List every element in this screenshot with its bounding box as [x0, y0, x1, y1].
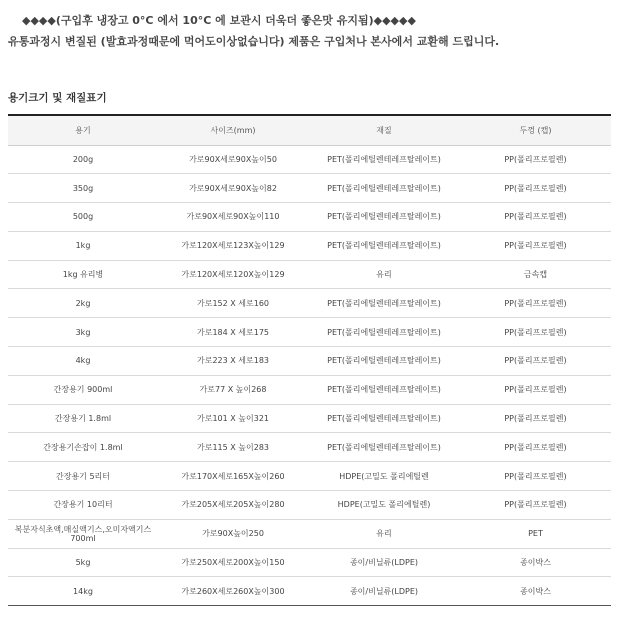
header-material: 재질 — [308, 115, 460, 145]
header-size: 사이즈(mm) — [158, 115, 308, 145]
table-row — [8, 289, 611, 318]
cell-container: 간장용기 1.8ml — [8, 404, 158, 433]
cell-container: 복분자식초액,매실액기스,오미자액기스 700ml — [8, 519, 158, 548]
cell-material: PET(폴리에틸렌테레프탈레이트) — [308, 145, 460, 174]
cell-container: 간장용기손잡이 1.8ml — [8, 433, 158, 462]
table-row — [8, 260, 611, 289]
cell-size: 가로90X세로90X높이82 — [158, 174, 308, 203]
cell-container: 간장용기 5리터 — [8, 462, 158, 491]
cell-size: 가로101 X 높이321 — [158, 404, 308, 433]
notice-block — [8, 10, 613, 52]
cell-size: 가로120X세로123X높이129 — [158, 231, 308, 260]
cell-material: PET(폴리에틸렌테레프탈레이트) — [308, 375, 460, 404]
cell-size: 가로77 X 높이268 — [158, 375, 308, 404]
cell-cap: PP(폴리프로필렌) — [460, 433, 611, 462]
cell-cap: PP(폴리프로필렌) — [460, 174, 611, 203]
cell-material: HDPE(고밀도 폴리에틸렌 — [308, 462, 460, 491]
cell-size: 가로152 X 세로160 — [158, 289, 308, 318]
cell-cap: PP(폴리프로필렌) — [460, 347, 611, 376]
cell-material: 종이/비닐류(LDPE) — [308, 577, 460, 606]
cell-size: 가로223 X 세로183 — [158, 347, 308, 376]
cell-container: 3kg — [8, 318, 158, 347]
cell-container: 간장용기 900ml — [8, 375, 158, 404]
cell-material: HDPE(고밀도 폴리에틸렌) — [308, 491, 460, 520]
cell-container: 간장용기 10리터 — [8, 491, 158, 520]
table-body — [8, 145, 611, 606]
table-row — [8, 519, 611, 548]
cell-size: 가로184 X 세로175 — [158, 318, 308, 347]
cell-cap: PP(폴리프로필렌) — [460, 404, 611, 433]
cell-cap: PP(폴리프로필렌) — [460, 203, 611, 232]
table-header-row — [8, 115, 611, 145]
cell-size: 가로260X세로260X높이300 — [158, 577, 308, 606]
cell-cap: PP(폴리프로필렌) — [460, 289, 611, 318]
header-container: 용기 — [8, 115, 158, 145]
cell-size: 가로120X세로120X높이129 — [158, 260, 308, 289]
table-row — [8, 577, 611, 606]
cell-cap: 금속캡 — [460, 260, 611, 289]
cell-cap: 종이박스 — [460, 577, 611, 606]
cell-size: 가로90X높이250 — [158, 519, 308, 548]
exchange-notice: 유통과정시 변질된 (발효과정때문에 먹어도이상없습니다) 제품은 구입처나 본사에서 교환해 드립니다. — [8, 35, 500, 48]
cell-cap: PP(폴리프로필렌) — [460, 231, 611, 260]
storage-notice: ◆◆◆◆(구입후 냉장고 0°C 에서 10°C 에 보관시 더욱더 좋은맛 유지됨)◆◆◆◆◆ — [22, 14, 416, 27]
table-row — [8, 347, 611, 376]
cell-material: PET(폴리에틸렌테레프탈레이트) — [308, 203, 460, 232]
table-row — [8, 491, 611, 520]
cell-container: 500g — [8, 203, 158, 232]
table-row — [8, 145, 611, 174]
cell-material: PET(폴리에틸렌테레프탈레이트) — [308, 174, 460, 203]
table-row — [8, 203, 611, 232]
table-row — [8, 433, 611, 462]
cell-container: 1kg 유리병 — [8, 260, 158, 289]
cell-cap: PET — [460, 519, 611, 548]
section-title: 용기크기 및 재질표기 — [8, 92, 107, 104]
cell-size: 가로115 X 높이283 — [158, 433, 308, 462]
cell-material: 유리 — [308, 519, 460, 548]
cell-material: PET(폴리에틸렌테레프탈레이트) — [308, 231, 460, 260]
cell-container: 1kg — [8, 231, 158, 260]
cell-container: 350g — [8, 174, 158, 203]
cell-container: 4kg — [8, 347, 158, 376]
table-row — [8, 318, 611, 347]
header-cap: 두껑 (캡) — [460, 115, 611, 145]
cell-cap: PP(폴리프로필렌) — [460, 491, 611, 520]
cell-material: 유리 — [308, 260, 460, 289]
table-row — [8, 375, 611, 404]
cell-container: 200g — [8, 145, 158, 174]
cell-size: 가로90X세로90X높이110 — [158, 203, 308, 232]
cell-cap: PP(폴리프로필렌) — [460, 145, 611, 174]
cell-size: 가로170X세로165X높이260 — [158, 462, 308, 491]
cell-cap: PP(폴리프로필렌) — [460, 318, 611, 347]
cell-size: 가로250X세로200X높이150 — [158, 548, 308, 577]
cell-material: PET(폴리에틸렌테레프탈레이트) — [308, 347, 460, 376]
table-row — [8, 404, 611, 433]
table-row — [8, 231, 611, 260]
cell-cap: 종이박스 — [460, 548, 611, 577]
cell-cap: PP(폴리프로필렌) — [460, 375, 611, 404]
container-spec-table — [8, 114, 611, 606]
cell-container: 14kg — [8, 577, 158, 606]
cell-container: 5kg — [8, 548, 158, 577]
table-row — [8, 548, 611, 577]
cell-material: PET(폴리에틸렌테레프탈레이트) — [308, 318, 460, 347]
table-row — [8, 462, 611, 491]
cell-container: 2kg — [8, 289, 158, 318]
cell-cap: PP(폴리프로필렌) — [460, 462, 611, 491]
cell-material: PET(폴리에틸렌테레프탈레이트) — [308, 289, 460, 318]
cell-size: 가로90X세로90X높이50 — [158, 145, 308, 174]
cell-material: PET(폴리에틸렌테레프탈레이트) — [308, 433, 460, 462]
table-row — [8, 174, 611, 203]
cell-material: PET(폴리에틸렌테레프탈레이트) — [308, 404, 460, 433]
cell-size: 가로205X세로205X높이280 — [158, 491, 308, 520]
cell-material: 종이/비닐류(LDPE) — [308, 548, 460, 577]
